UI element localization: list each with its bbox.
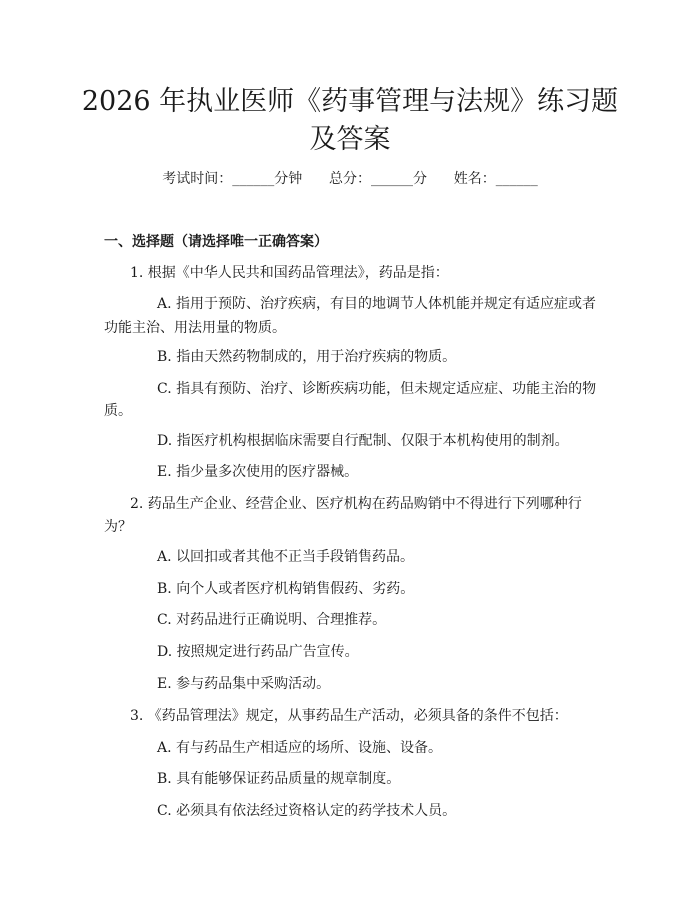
question-1-stem: 1. 根据《中华人民共和国药品管理法》，药品是指：: [130, 265, 449, 281]
page-title-continued: 及答案: [309, 124, 391, 155]
question-1-option-c: C. 指具有预防、治疗、诊断疾病功能，但未规定适应症、功能主治的物: [157, 381, 597, 397]
question-2-stem: 2. 药品生产企业、经营企业、医疗机构在药品购销中不得进行下列哪种行: [130, 496, 582, 512]
question-1-option-b: B. 指由天然药物制成的，用于治疗疾病的物质。: [157, 349, 457, 365]
exam-info: 考试时间：______分钟 总分：______分 姓名：______: [162, 171, 538, 187]
question-2-option-b: B. 向个人或者医疗机构销售假药、劣药。: [157, 581, 415, 597]
question-2-option-d: D. 按照规定进行药品广告宣传。: [157, 644, 359, 660]
question-2-option-c: C. 对药品进行正确说明、合理推荐。: [157, 612, 387, 628]
question-3-option-c: C. 必须具有依法经过资格认定的药学技术人员。: [157, 803, 457, 819]
question-2-stem-continued: 为？: [104, 519, 132, 535]
question-1-option-e: E. 指少量多次使用的医疗器械。: [157, 464, 359, 480]
question-3-stem: 3. 《药品管理法》规定，从事药品生产活动，必须具备的条件不包括：: [130, 708, 568, 724]
question-1-option-d: D. 指医疗机构根据临床需要自行配制、仅限于本机构使用的制剂。: [157, 433, 569, 449]
question-1-option-c-continued: 质。: [104, 403, 132, 419]
question-1-option-a: A. 指用于预防、治疗疾病，有目的地调节人体机能并规定有适应症或者: [157, 296, 597, 312]
question-1-option-a-continued: 功能主治、用法用量的物质。: [104, 320, 286, 336]
question-3-option-a: A. 有与药品生产相适应的场所、设施、设备。: [157, 740, 443, 756]
question-2-option-e: E. 参与药品集中采购活动。: [157, 676, 331, 692]
question-2-option-a: A. 以回扣或者其他不正当手段销售药品。: [157, 549, 415, 565]
page-title: 2026 年执业医师《药事管理与法规》练习题: [81, 86, 619, 117]
question-3-option-b: B. 具有能够保证药品质量的规章制度。: [157, 771, 401, 787]
section-heading: 一、选择题（请选择唯一正确答案）: [104, 234, 328, 250]
